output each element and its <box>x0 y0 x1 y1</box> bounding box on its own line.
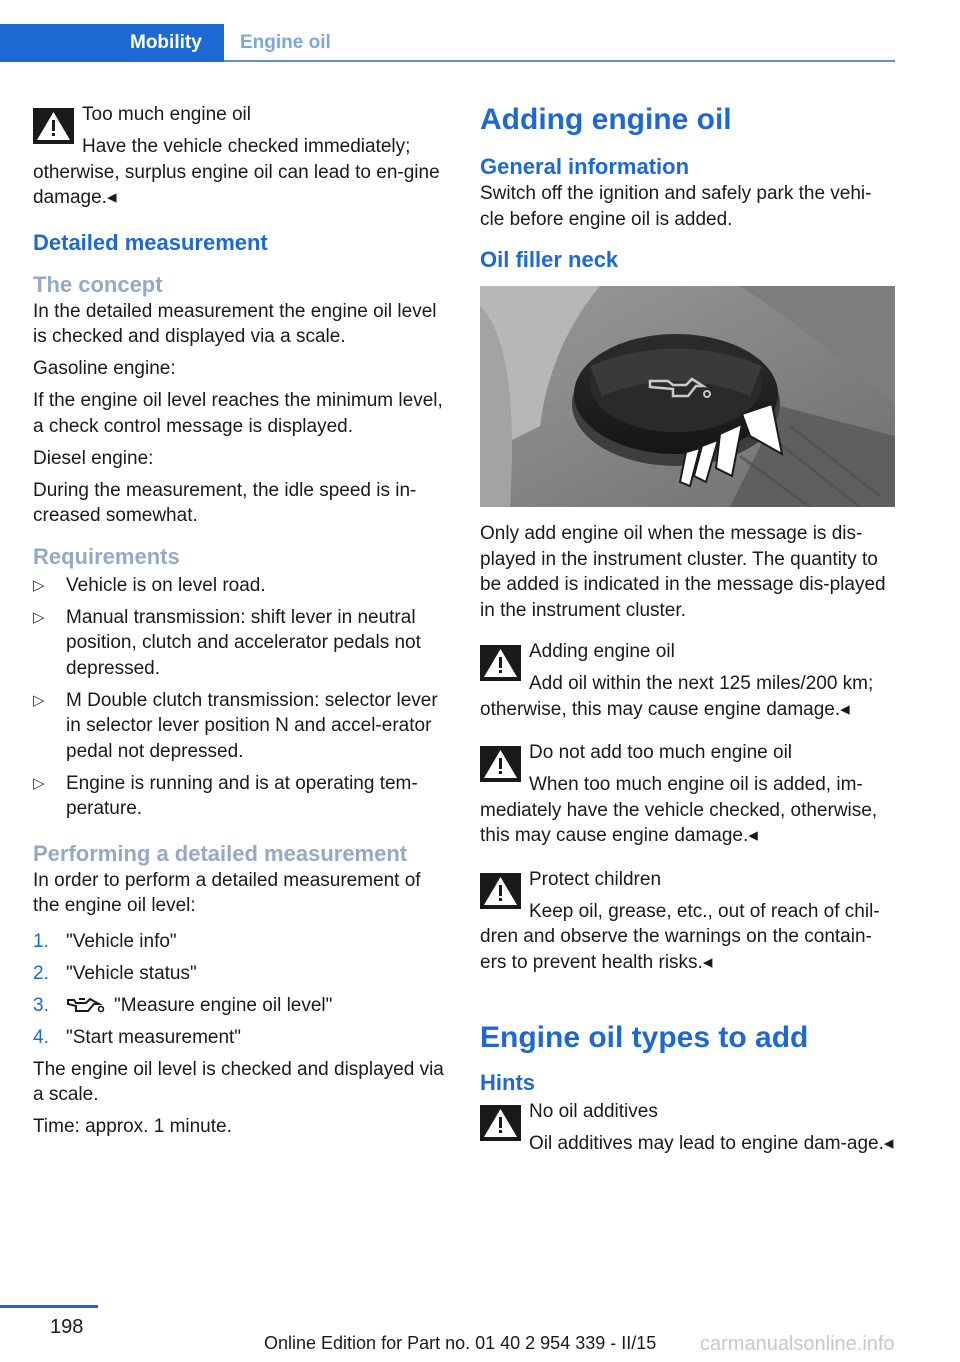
warning-body: Oil additives may lead to engine dam‐age.◂ <box>529 1133 894 1154</box>
general-text: Switch off the ignition and safely park the vehi‐cle before engine oil is added. <box>480 183 872 230</box>
diesel-text: During the measurement, the idle speed is in‐creased somewhat. <box>33 479 417 526</box>
list-item: ▷ Engine is running and is at operating tem‐perature. <box>33 772 418 819</box>
bullet-triangle-icon: ▷ <box>33 608 45 626</box>
warning-adding-engine-oil <box>480 637 895 722</box>
concept-text: In the detailed measurement the engine oil level is checked and displayed via a scale. <box>33 300 437 347</box>
heading-adding-engine-oil: Adding engine oil <box>480 103 732 136</box>
bullet-triangle-icon: ▷ <box>33 691 45 709</box>
oil-filler-cap-illustration <box>480 286 895 507</box>
warning-body: Keep oil, grease, etc., out of reach of chil‐dren and observe the warnings on the contain‐ers to prevent health risks.◂ <box>480 900 880 973</box>
list-item: ▷ Vehicle is on level road. <box>33 573 448 599</box>
list-item: 1. "Vehicle info" <box>33 930 177 952</box>
page-header <box>0 24 895 62</box>
warning-triangle-icon <box>33 108 74 144</box>
list-item: ▷ Manual transmission: shift lever in neutral position, clutch and accelerator pedals not depressed. <box>33 606 421 679</box>
section-label: Mobility <box>130 32 202 53</box>
list-item: 2. "Vehicle status" <box>33 962 197 984</box>
list-item: ▷ M Double clutch transmission: selector lever in selector lever position N and accel‐erator pedal not depressed. <box>33 689 438 762</box>
warning-title: No oil additives <box>529 1101 658 1122</box>
right-column <box>480 100 895 1163</box>
steps-list <box>33 929 448 1051</box>
warning-title: Do not add too much engine oil <box>529 742 793 763</box>
heading-performing-measurement: Performing a detailed measurement <box>33 840 408 866</box>
oil-can-icon <box>66 995 106 1013</box>
warning-body: When too much engine oil is added, im‐mediately have the vehicle checked, otherwise, this may cause engine damage.◂ <box>480 774 878 846</box>
bullet-triangle-icon: ▷ <box>33 774 45 792</box>
performing-text: In order to perform a detailed measurement of the engine oil level: <box>33 869 421 916</box>
warning-title: Protect children <box>529 868 662 890</box>
warning-triangle-icon <box>480 873 521 909</box>
list-item: 3. "Measure engine oil level" <box>33 994 333 1016</box>
heading-detailed-measurement: Detailed measurement <box>33 229 268 255</box>
edition-text: Online Edition for Part no. 01 40 2 954 339 - II/15 <box>264 1333 657 1353</box>
left-column <box>33 100 448 1146</box>
bullet-triangle-icon: ▷ <box>33 576 45 594</box>
warning-title: Too much engine oil <box>82 104 251 125</box>
heading-engine-oil-types: Engine oil types to add <box>480 1021 809 1054</box>
oil-filler-neck-photo <box>480 286 895 507</box>
warning-title: Adding engine oil <box>529 641 675 662</box>
list-item: 4. "Start measurement" <box>33 1026 242 1048</box>
footer-rule <box>0 1305 98 1308</box>
warning-triangle-icon <box>480 1105 521 1141</box>
heading-the-concept: The concept <box>33 271 163 297</box>
after-text: The engine oil level is checked and displayed via a scale. <box>33 1058 444 1105</box>
section-tab <box>0 24 224 62</box>
warning-protect-children <box>480 865 895 976</box>
time-text: Time: approx. 1 minute. <box>33 1116 232 1137</box>
diesel-label: Diesel engine: <box>33 447 154 469</box>
heading-general-information: General information <box>480 154 690 179</box>
warning-triangle-icon <box>480 746 521 782</box>
warning-not-too-much-oil <box>480 738 895 849</box>
page-number: 198 <box>50 1316 84 1338</box>
heading-oil-filler-neck: Oil filler neck <box>480 247 619 272</box>
gasoline-label: Gasoline engine: <box>33 358 176 379</box>
heading-hints: Hints <box>480 1070 535 1095</box>
filler-text: Only add engine oil when the message is dis‐played in the instrument cluster. The quantity to be added is indicated in the message dis‐played in the instrument cluster. <box>480 523 886 621</box>
warning-too-much-oil <box>33 100 448 211</box>
watermark: carmanualsonline.info <box>700 1333 895 1355</box>
warning-body: Have the vehicle checked immediately; otherwise, surplus engine oil can lead to en‐gine damage.◂ <box>33 136 440 208</box>
requirements-list <box>33 573 448 822</box>
heading-requirements: Requirements <box>33 543 180 569</box>
gasoline-text: If the engine oil level reaches the minimum level, a check control message is displayed. <box>33 390 443 437</box>
warning-body: Add oil within the next 125 miles/200 km; otherwise, this may cause engine damage.◂ <box>480 673 874 720</box>
subsection-label: Engine oil <box>240 32 331 53</box>
warning-triangle-icon <box>480 645 521 681</box>
warning-no-oil-additives <box>480 1097 895 1157</box>
header-rule <box>224 60 895 62</box>
